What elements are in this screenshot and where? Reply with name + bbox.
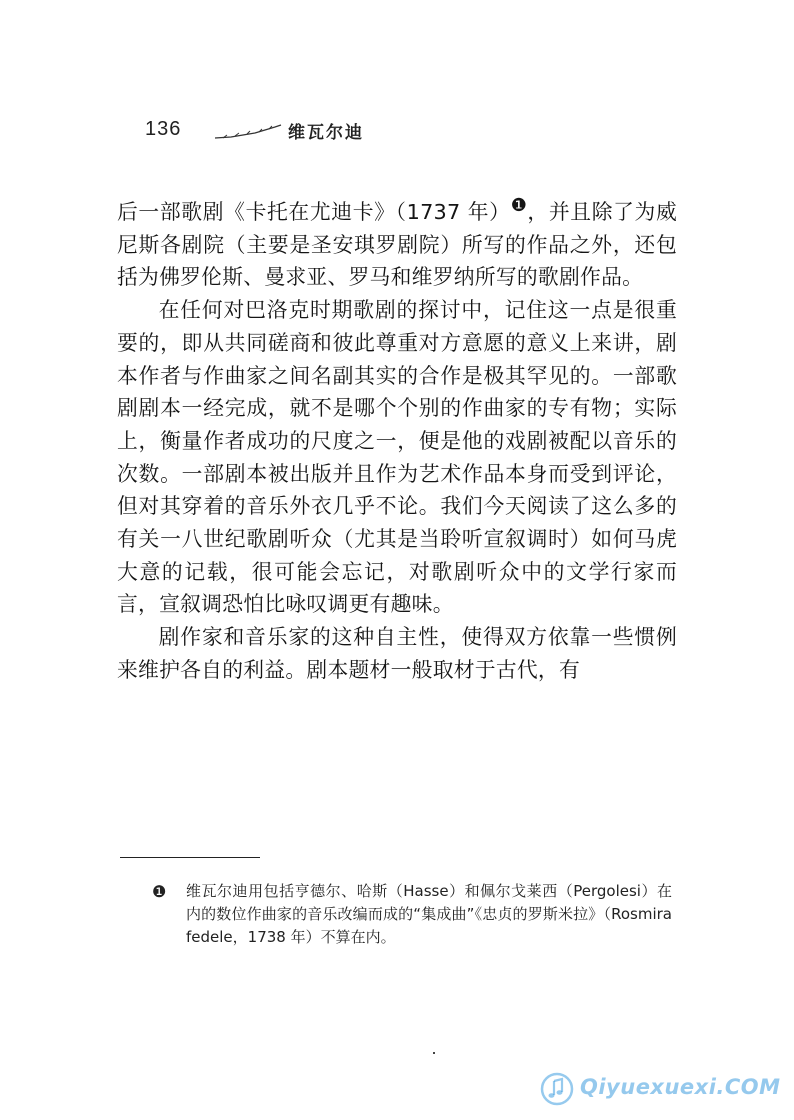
paragraph-1-continuation: ，并且除了为威尼斯各剧院（主要是圣安琪罗剧院）所写的作品之外，还包括为佛罗伦斯、曼求亚、罗马和维罗纳所写的歌剧作品。 xyxy=(117,200,678,290)
paragraph-2: 在任何对巴洛克时期歌剧的探讨中，记住这一点是很重要的，即从共同磋商和彼此尊重对方意愿的意义上来讲，剧本作者与作曲家之间名副其实的合作是极其罕见的。一部歌剧剧本一经完成，就不是哪个个别的作曲家的专有物；实际上，衡量作者成功的尺度之一，便是他的戏剧被配以音乐的次数。一部剧本被出版并且作为艺术作品本身而受到评论，但对其穿着的音乐外衣几乎不论。我们今天阅读了这么多的有关一八世纪歌剧听众（尤其是当聆听宣叙调时）如何马虎大意的记载，很可能会忘记，对歌剧听众中的文学行家而言，宣叙调恐怕比咏叹调更有趣味。 xyxy=(117,298,677,617)
paragraph-1-start: 后一部歌剧《卡托在尤迪卡》（1737 年） xyxy=(117,200,511,224)
paragraph-1 xyxy=(117,196,677,294)
header-ornament-icon xyxy=(213,122,283,142)
running-title: 维瓦尔迪 xyxy=(288,123,364,143)
page-number: 136 xyxy=(145,118,182,140)
footnote xyxy=(152,880,672,949)
footnote-reference-marker[interactable]: ❶ xyxy=(510,195,528,217)
paragraph-3: 剧作家和音乐家的这种自主性，使得双方依靠一些惯例来维护各自的利益。剧本题材一般取材于古代，有 xyxy=(117,625,677,682)
footnote-text: 维瓦尔迪用包括亨德尔、哈斯（Hasse）和佩尔戈莱西（Pergolesi）在内的数位作曲家的音乐改编而成的“集成曲”《忠贞的罗斯米拉》（Rosmira fedele，1738 年）不算在内。 xyxy=(186,882,672,946)
page-header xyxy=(145,114,545,148)
body-text xyxy=(117,196,677,687)
music-note-icon xyxy=(540,1072,574,1106)
scan-speck xyxy=(433,1052,435,1054)
footnote-divider xyxy=(120,857,260,858)
watermark xyxy=(540,1068,786,1112)
watermark-text: Qiyuexuexi.COM xyxy=(580,1075,781,1099)
footnote-marker: ❶ xyxy=(152,882,167,901)
